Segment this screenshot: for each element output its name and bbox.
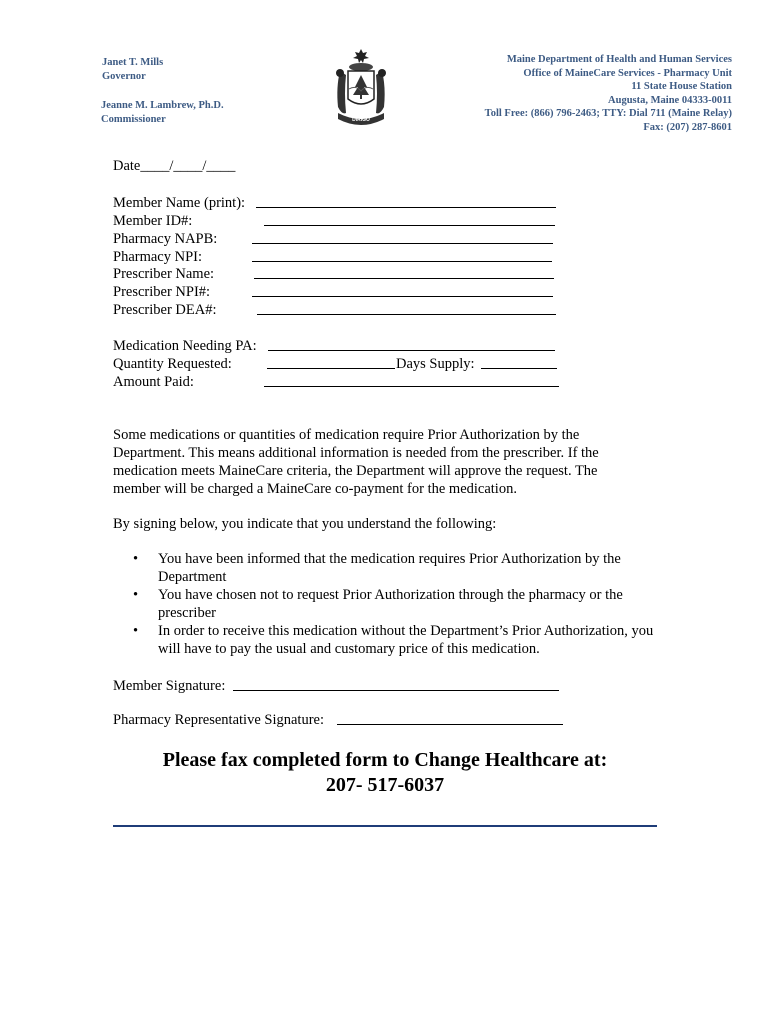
pharmacy-signature-label: Pharmacy Representative Signature: (113, 712, 324, 728)
member-name-field[interactable] (256, 207, 556, 208)
medication-label: Medication Needing PA: (113, 338, 257, 354)
days-supply-field[interactable] (481, 368, 557, 369)
header-left-block-2 (101, 99, 224, 126)
intro-paragraph: Some medications or quantities of medication require Prior Authorization by the Department. This means additional information is needed from the prescriber. If the medication meets MaineCare criteria, the Department will approve the request. The member will be charged a MaineCare co-payment for the medication. (113, 427, 599, 497)
bullet-icon: • (133, 623, 139, 639)
pharmacy-npi-field[interactable] (252, 261, 552, 262)
acknowledgement-list (113, 550, 658, 658)
amount-paid-label: Amount Paid: (113, 374, 194, 390)
days-supply-label: Days Supply: (396, 356, 475, 372)
list-item (113, 622, 658, 658)
pharmacy-napb-label: Pharmacy NAPB: (113, 231, 218, 247)
office-name: Office of MaineCare Services - Pharmacy Unit (523, 67, 732, 79)
toll-free-line: Toll Free: (866) 796-2463; TTY: Dial 711 (Maine Relay) (484, 108, 732, 119)
prescriber-dea-field[interactable] (257, 314, 556, 315)
fax-number: 207- 517-6037 (325, 774, 445, 796)
commissioner-name: Jeanne M. Lambrew, Ph.D. (101, 100, 224, 111)
member-signature-label: Member Signature: (113, 678, 226, 694)
bullet-icon: • (133, 551, 139, 567)
prescriber-npi-field[interactable] (252, 296, 553, 297)
governor-title: Governor (102, 70, 146, 82)
governor-name: Janet T. Mills (102, 57, 164, 68)
bullet-text: You have chosen not to request Prior Authorization through the pharmacy or the prescriber (158, 587, 623, 621)
bullet-text: In order to receive this medication without the Department’s Prior Authorization, you will have to pay the usual and customary price of this medication. (158, 623, 654, 657)
amount-paid-field[interactable] (264, 386, 559, 387)
member-id-field[interactable] (264, 225, 555, 226)
commissioner-title: Commissioner (101, 113, 166, 125)
member-signature-field[interactable] (233, 690, 559, 691)
bullet-text: You have been informed that the medication requires Prior Authorization by the Department (158, 551, 621, 585)
list-item (113, 586, 658, 622)
member-name-label: Member Name (print): (113, 195, 246, 211)
bullet-icon: • (133, 587, 139, 603)
quantity-field[interactable] (267, 368, 395, 369)
prescriber-npi-label: Prescriber NPI#: (113, 284, 211, 300)
pharmacy-signature-field[interactable] (337, 724, 563, 725)
footer-divider (113, 825, 657, 827)
date-field[interactable]: Date____/____/____ (113, 158, 236, 174)
address-line-1: 11 State House Station (631, 81, 732, 92)
prescriber-dea-label: Prescriber DEA#: (113, 302, 217, 318)
seal-motto: DIRIGO (352, 117, 370, 123)
pharmacy-npi-label: Pharmacy NPI: (113, 249, 202, 265)
fax-line: Fax: (207) 287-8601 (643, 121, 732, 133)
header-right-block (485, 53, 732, 134)
address-line-2: Augusta, Maine 04333-0011 (608, 94, 732, 106)
prescriber-name-field[interactable] (254, 278, 554, 279)
maine-state-seal-icon (326, 47, 396, 127)
list-item (113, 550, 658, 586)
fax-instruction: Please fax completed form to Change Healthcare at: (162, 749, 608, 771)
member-id-label: Member ID#: (113, 213, 193, 229)
dept-name: Maine Department of Health and Human Services (506, 54, 732, 65)
signing-intro: By signing below, you indicate that you understand the following: (113, 516, 497, 532)
pharmacy-napb-field[interactable] (252, 243, 553, 244)
quantity-label: Quantity Requested: (113, 356, 232, 372)
prescriber-name-label: Prescriber Name: (113, 266, 215, 282)
header-left-block (102, 56, 163, 83)
medication-field[interactable] (268, 350, 555, 351)
